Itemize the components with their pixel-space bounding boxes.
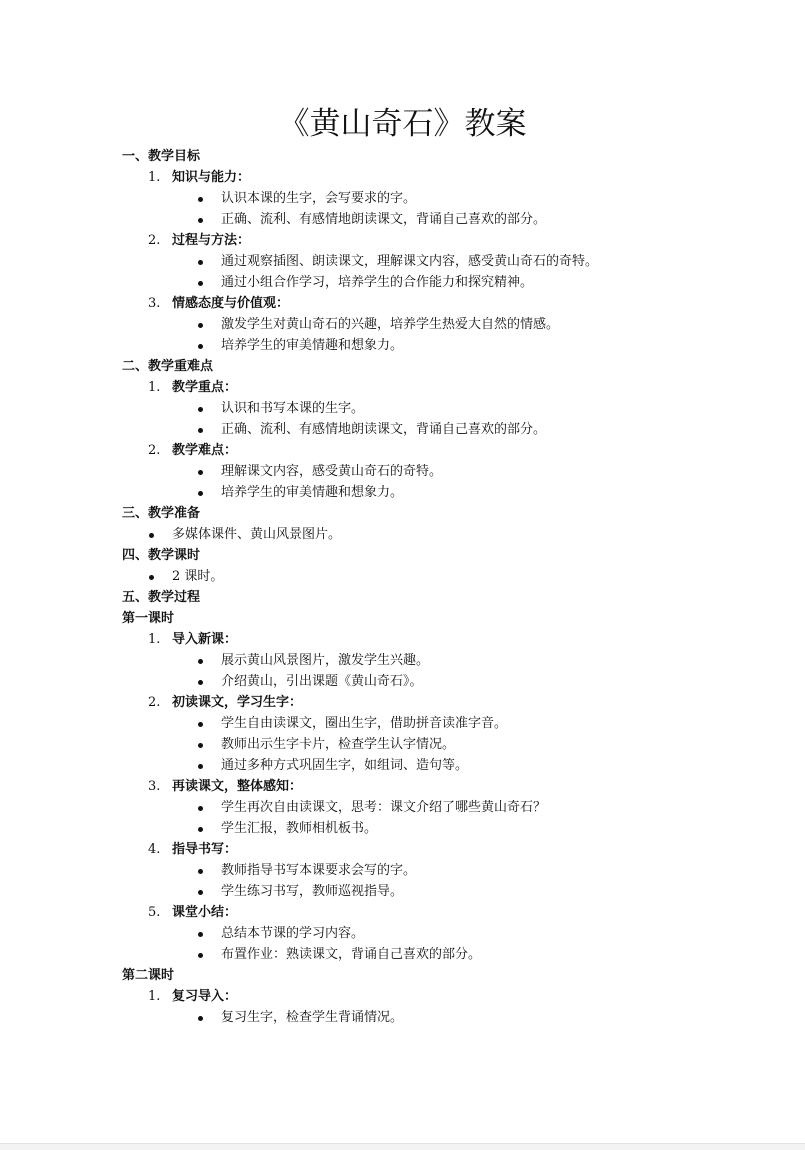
numbered-item xyxy=(122,839,742,860)
bullet-icon xyxy=(198,323,203,328)
bullet-icon xyxy=(198,890,203,895)
document-body xyxy=(122,146,742,1028)
item-label: 教学难点： xyxy=(172,443,238,458)
section-heading: 三、教学准备 xyxy=(122,506,201,521)
bullet-text: 理解课文内容，感受黄山奇石的奇特。 xyxy=(221,464,443,479)
numbered-item xyxy=(122,377,742,398)
period-heading: 第一课时 xyxy=(122,611,175,626)
bullet-icon xyxy=(198,428,203,433)
bullet-text: 学生自由读课文，圈出生字，借助拼音读准字音。 xyxy=(221,716,508,731)
bullet-icon xyxy=(198,806,203,811)
bullet-icon xyxy=(198,743,203,748)
bullet-text: 通过小组合作学习，培养学生的合作能力和探究精神。 xyxy=(221,275,534,290)
bullet-text: 2 课时。 xyxy=(172,569,224,584)
item-label: 情感态度与价值观： xyxy=(172,296,290,311)
bullet-text: 展示黄山风景图片，激发学生兴趣。 xyxy=(221,653,430,668)
bullet-text: 学生再次自由读课文，思考：课文介绍了哪些黄山奇石？ xyxy=(221,800,547,815)
bullet-item xyxy=(122,398,742,419)
bullet-text: 认识和书写本课的生字。 xyxy=(221,401,365,416)
bullet-item xyxy=(122,524,742,545)
bullet-item xyxy=(122,923,742,944)
item-label: 导入新课： xyxy=(172,632,238,647)
bullet-text: 培养学生的审美情趣和想象力。 xyxy=(221,338,404,353)
bullet-item xyxy=(122,188,742,209)
bullet-icon xyxy=(198,680,203,685)
bullet-text: 布置作业：熟读课文，背诵自己喜欢的部分。 xyxy=(221,947,482,962)
bullet-icon xyxy=(198,953,203,958)
bullet-item xyxy=(122,797,742,818)
item-number: 3. xyxy=(148,296,161,311)
bullet-icon xyxy=(198,659,203,664)
bullet-item xyxy=(122,419,742,440)
period-heading: 第二课时 xyxy=(122,968,175,983)
numbered-item xyxy=(122,692,742,713)
section-heading: 五、教学过程 xyxy=(122,590,201,605)
section-heading: 二、教学重难点 xyxy=(122,359,214,374)
bullet-item xyxy=(122,944,742,965)
bullet-icon xyxy=(198,932,203,937)
numbered-item xyxy=(122,167,742,188)
bullet-icon xyxy=(198,764,203,769)
bullet-text: 通过多种方式巩固生字，如组词、造句等。 xyxy=(221,758,469,773)
bullet-item xyxy=(122,860,742,881)
item-number: 1. xyxy=(148,989,161,1004)
numbered-item xyxy=(122,440,742,461)
item-number: 2. xyxy=(148,443,161,458)
bullet-item xyxy=(122,482,742,503)
item-label: 再读课文，整体感知： xyxy=(172,779,303,794)
item-label: 复习导入： xyxy=(172,989,238,1004)
numbered-item xyxy=(122,986,742,1007)
numbered-item xyxy=(122,293,742,314)
item-number: 2. xyxy=(148,233,161,248)
bullet-icon xyxy=(198,407,203,412)
bullet-text: 复习生字，检查学生背诵情况。 xyxy=(221,1010,404,1025)
bullet-text: 通过观察插图、朗读课文，理解课文内容，感受黄山奇石的奇特。 xyxy=(221,254,599,269)
bullet-icon xyxy=(198,218,203,223)
bullet-item xyxy=(122,272,742,293)
item-number: 4. xyxy=(148,842,161,857)
item-number: 1. xyxy=(148,380,161,395)
bullet-icon xyxy=(198,281,203,286)
bullet-text: 激发学生对黄山奇石的兴趣，培养学生热爱大自然的情感。 xyxy=(221,317,560,332)
bullet-icon xyxy=(149,575,154,580)
bullet-text: 正确、流利、有感情地朗读课文，背诵自己喜欢的部分。 xyxy=(221,422,547,437)
bullet-item xyxy=(122,734,742,755)
bullet-icon xyxy=(198,260,203,265)
bullet-text: 培养学生的审美情趣和想象力。 xyxy=(221,485,404,500)
bullet-item xyxy=(122,650,742,671)
bullet-item xyxy=(122,671,742,692)
section-heading: 四、教学课时 xyxy=(122,548,201,563)
bullet-text: 多媒体课件、黄山风景图片。 xyxy=(172,527,342,542)
bullet-icon xyxy=(198,197,203,202)
bullet-text: 认识本课的生字，会写要求的字。 xyxy=(221,191,417,206)
numbered-item xyxy=(122,902,742,923)
bullet-item xyxy=(122,1007,742,1028)
item-label: 课堂小结： xyxy=(172,905,238,920)
item-label: 初读课文，学习生字： xyxy=(172,695,303,710)
numbered-item xyxy=(122,230,742,251)
bullet-text: 正确、流利、有感情地朗读课文，背诵自己喜欢的部分。 xyxy=(221,212,547,227)
bullet-item xyxy=(122,461,742,482)
bullet-icon xyxy=(198,470,203,475)
bullet-item xyxy=(122,314,742,335)
bullet-item xyxy=(122,881,742,902)
bullet-item xyxy=(122,818,742,839)
bullet-icon xyxy=(198,869,203,874)
bullet-text: 介绍黄山，引出课题《黄山奇石》。 xyxy=(221,674,423,689)
item-label: 教学重点： xyxy=(172,380,238,395)
bullet-item xyxy=(122,251,742,272)
section-heading: 一、教学目标 xyxy=(122,149,201,164)
item-number: 2. xyxy=(148,695,161,710)
bullet-icon xyxy=(198,722,203,727)
bullet-icon xyxy=(198,491,203,496)
bullet-text: 学生练习书写，教师巡视指导。 xyxy=(221,884,404,899)
item-label: 指导书写： xyxy=(172,842,238,857)
bullet-item xyxy=(122,209,742,230)
bullet-icon xyxy=(149,533,154,538)
item-number: 5. xyxy=(148,905,161,920)
item-number: 3. xyxy=(148,779,161,794)
numbered-item xyxy=(122,776,742,797)
bullet-item xyxy=(122,755,742,776)
item-label: 知识与能力： xyxy=(172,170,251,185)
bullet-item xyxy=(122,713,742,734)
item-number: 1. xyxy=(148,632,161,647)
bullet-item xyxy=(122,566,742,587)
bullet-icon xyxy=(198,827,203,832)
numbered-item xyxy=(122,629,742,650)
bullet-text: 总结本节课的学习内容。 xyxy=(221,926,365,941)
bullet-text: 学生汇报，教师相机板书。 xyxy=(221,821,378,836)
document-title: 《黄山奇石》教案 xyxy=(278,106,527,142)
item-number: 1. xyxy=(148,170,161,185)
bullet-icon xyxy=(198,344,203,349)
bullet-item xyxy=(122,335,742,356)
bullet-text: 教师出示生字卡片，检查学生认字情况。 xyxy=(221,737,456,752)
bullet-icon xyxy=(198,1016,203,1021)
bullet-text: 教师指导书写本课要求会写的字。 xyxy=(221,863,417,878)
item-label: 过程与方法： xyxy=(172,233,251,248)
